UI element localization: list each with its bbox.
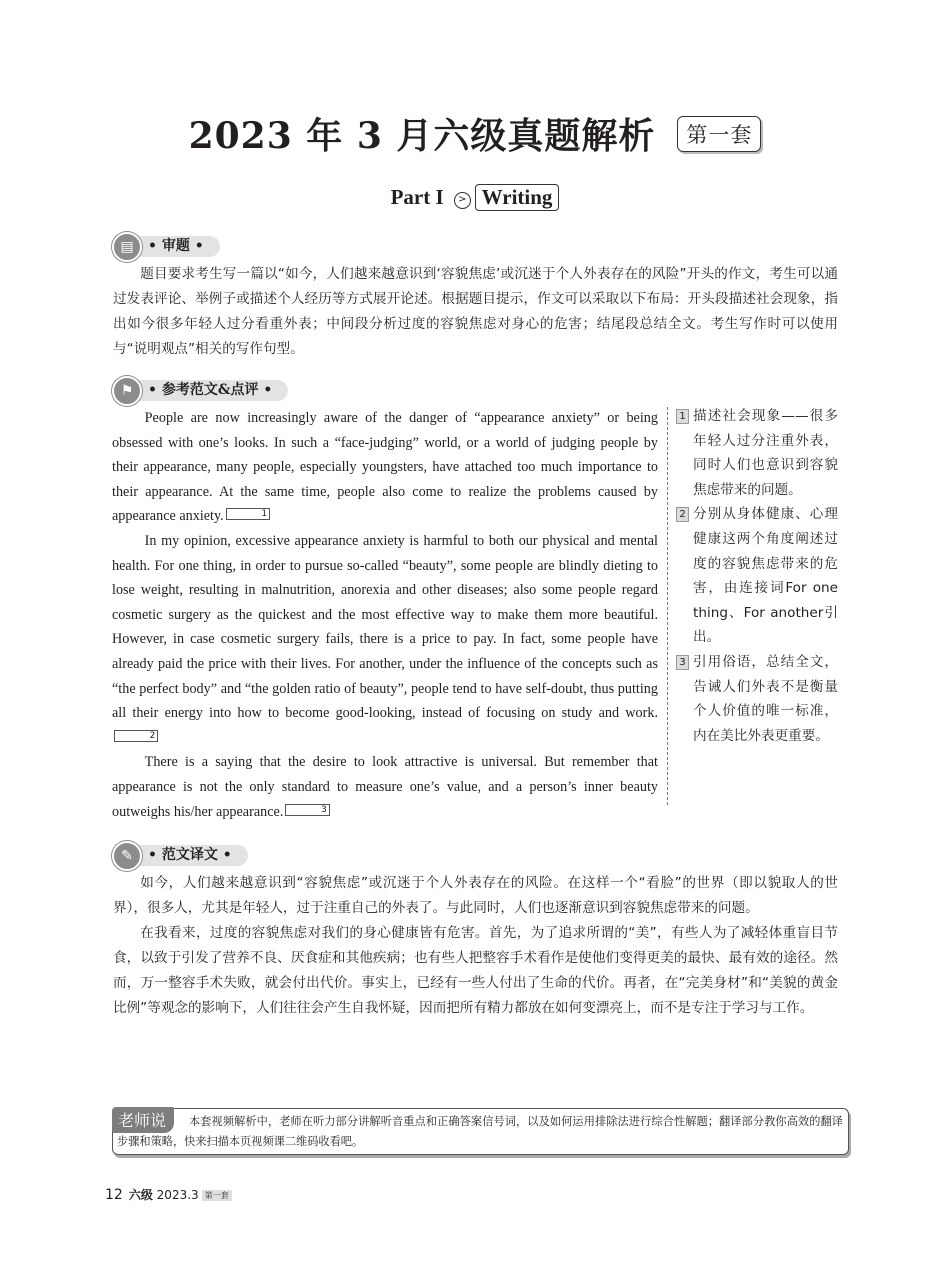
- teacher-note-box: [112, 1108, 849, 1155]
- footer-exam: 六级: [128, 1188, 153, 1202]
- essay-paragraph-3: There is a saying that the desire to look attractive is universal. But remember that appearance is not the only standard to measure one’s value, and a person’s inner beauty outweighs his/her appearance. 3: [112, 754, 658, 820]
- translation-paragraph-2: 在我看来，过度的容貌焦虑对我们的身心健康皆有危害。首先，为了追求所谓的“美”，有些人为了减轻体重盲目节食，以致于引发了营养不良、厌食症和其他疾病；也有些人把整容手术看作是使他们变得更美的最快、最有效的途径。然而，万一整容手术失败，就会付出代价。事实上，已经有一些人付出了生命的代价。再者，在“完美身材”和“美貌的黄金比例”等观念的影响下，人们往往会产生自我怀疑，因而把所有精力都放在如何变漂亮上，而不是专注于学习与工作。: [113, 925, 838, 1016]
- section-label: • 审题 •: [126, 236, 220, 257]
- title-text: 2023 年 3 月六级真题解析: [188, 115, 656, 157]
- section-label: • 范文译文 •: [126, 845, 248, 866]
- sample-essay: [112, 406, 658, 824]
- review-text: [113, 262, 838, 362]
- page-number: 12: [105, 1187, 123, 1203]
- teacher-note-text: 本套视频解析中，老师在听力部分讲解听音重点和正确答案信号词，以及如何运用排除法进行综合性解题；翻译部分教你高效的翻译步骤和策略，快来扫描本页视频课二维码收看吧。: [117, 1115, 843, 1148]
- essay-paragraph-2: In my opinion, excessive appearance anxiety is harmful to both our physical and mental health. For one thing, in order to pursue so-called “beauty”, some people are blindly dieting to lose weight, resulting in malnutrition, anorexia and other diseases; also some people regard cosmetic surgery as the quickest and the most effective way to make them more beautiful. However, in case cosmetic surgery fails, there is a price to pay. In fact, some people have already paid the price with their lives. For another, under the influence of the concepts such as “the perfect body” and “the golden ratio of beauty”, people tend to have self-doubt, thus putting all their energy into how to become good-looking, instead of focusing on study and work.2: [112, 532, 658, 741]
- note-1: 1 描述社会现象——很多年轻人过分注重外表，同时人们也意识到容貌焦虑带来的问题。: [676, 404, 838, 502]
- arrow-right-icon: >: [454, 192, 471, 209]
- set-badge: 第一套: [677, 116, 761, 152]
- translation-paragraph-1: 如今，人们越来越意识到“容貌焦虑”或沉迷于个人外表存在的风险。在这样一个“看脸”的世界（即以貌取人的世界），很多人，尤其是年轻人，过于注重自己的外表了。与此同时，人们也逐渐意识到容貌焦虑带来的问题。: [113, 875, 838, 916]
- document-icon: ▤: [112, 232, 142, 262]
- flag-icon: ⚑: [112, 376, 142, 406]
- part-label: Part I: [390, 185, 444, 209]
- review-paragraph: 题目要求考生写一篇以“如今，人们越来越意识到‘容貌焦虑’或沉迷于个人外表存在的风险”开头的作文，考生可以通过发表评论、举例子或描述个人经历等方式展开论述。根据题目提示，作文可以采取以下布局：开头段描述社会现象，指出如今很多年轻人过分看重外表；中间段分析过度的容貌焦虑对身心的危害；结尾段总结全文。考生写作时可以使用与“说明观点”相关的写作句型。: [113, 266, 838, 357]
- footer-set: 第一套: [202, 1190, 232, 1201]
- note-marker-3: 3: [285, 804, 329, 816]
- translation-text: [113, 871, 838, 1021]
- note-marker-2: 2: [114, 730, 158, 742]
- teacher-note-label: 老师说: [112, 1107, 174, 1133]
- footer-date: 2023.3: [156, 1188, 199, 1202]
- note-3: 3 引用俗语，总结全文，告诫人们外表不是衡量个人价值的唯一标准，内在美比外表更重要。: [676, 650, 838, 748]
- page-footer: [105, 1186, 232, 1203]
- section-label: • 参考范文&点评 •: [126, 380, 288, 401]
- note-marker-1: 1: [226, 508, 270, 520]
- divider: [667, 407, 668, 805]
- part-name: Writing: [475, 184, 560, 211]
- comment-notes: [676, 404, 838, 748]
- part-heading: [0, 184, 950, 211]
- pen-icon: ✎: [112, 841, 142, 871]
- page-title: [0, 108, 950, 159]
- note-2: 2 分别从身体健康、心理健康这两个角度阐述过度的容貌焦虑带来的危害，由连接词For one thing、For another引出。: [676, 502, 838, 650]
- essay-paragraph-1: People are now increasingly aware of the danger of “appearance anxiety” or being obsessed with one’s looks. In such a “face-judging” world, or a world of judging people by their appearance, many people, especially youngsters, have attached too much importance to their appearance. At the same time, people also come to realize the problems caused by appearance anxiety. 1: [112, 410, 658, 525]
